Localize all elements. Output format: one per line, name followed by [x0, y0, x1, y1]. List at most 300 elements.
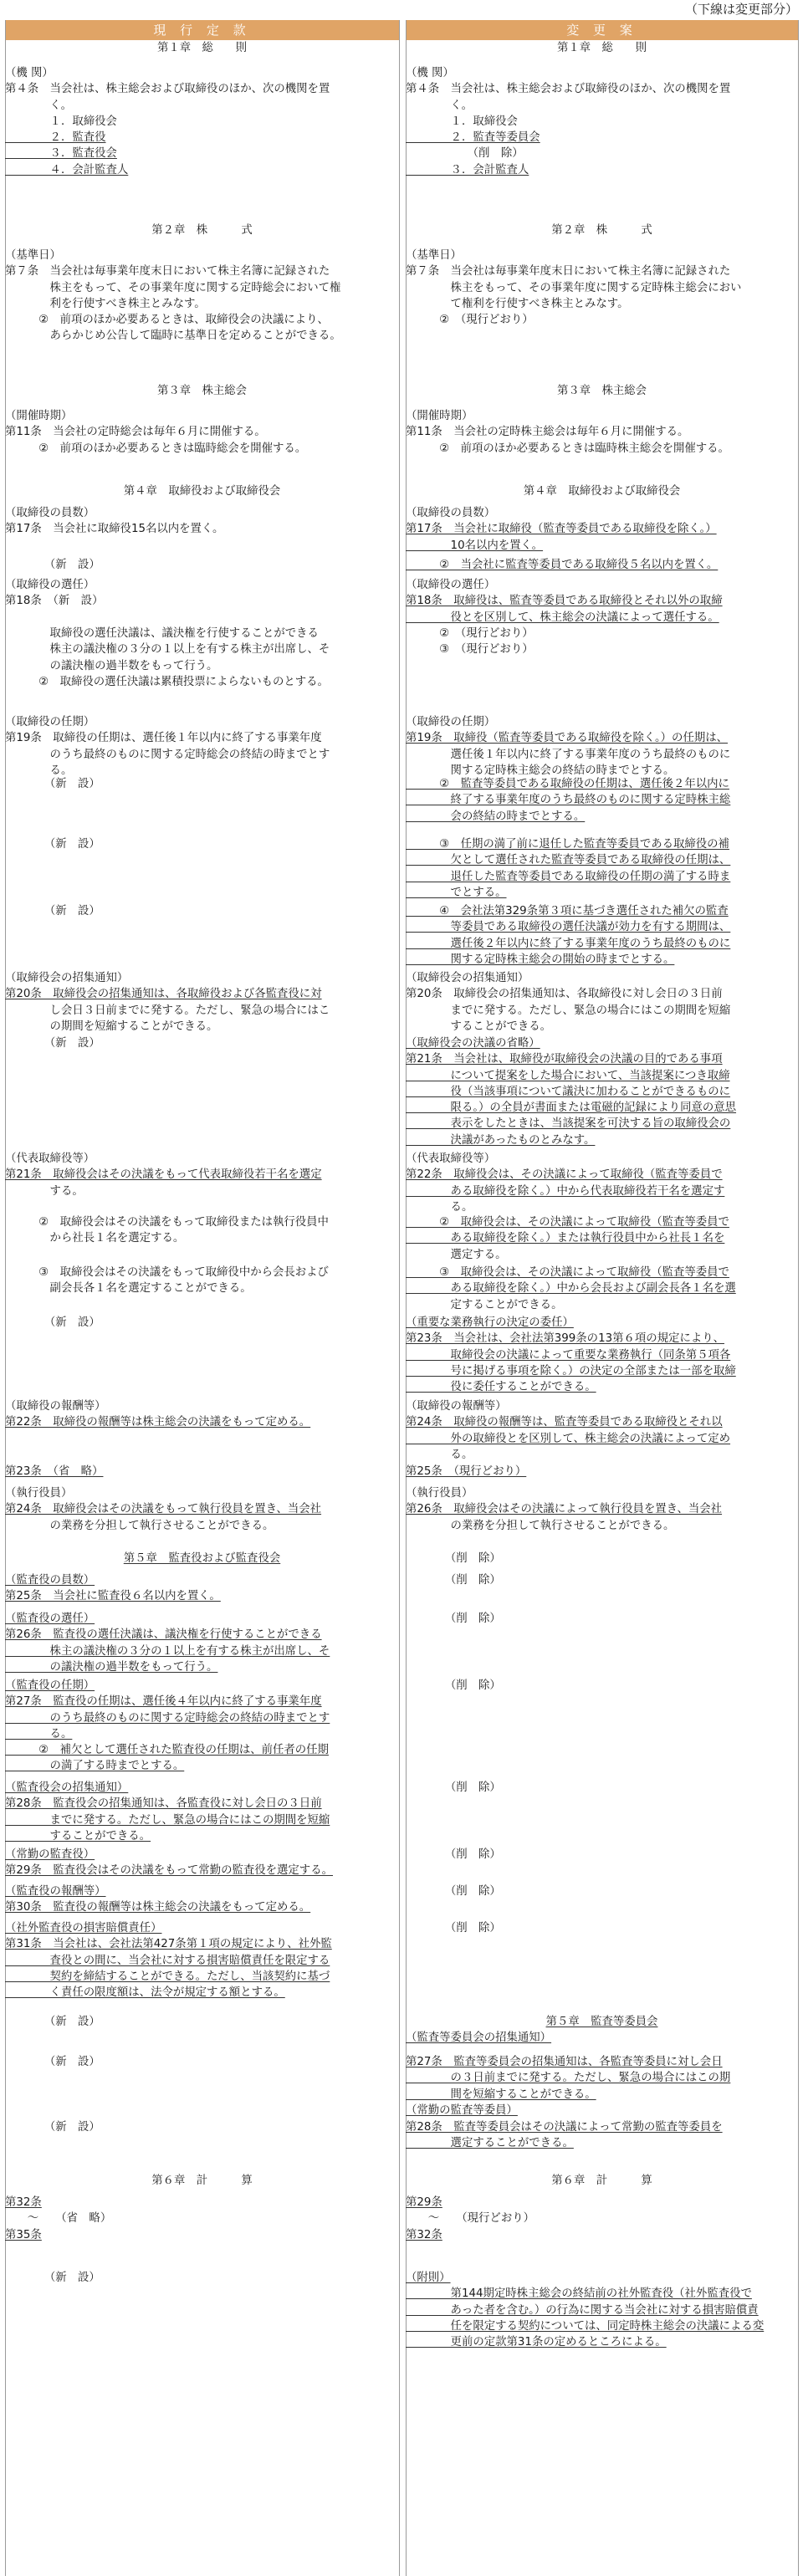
line-text: 利を行使すべき株主とみなす。	[5, 297, 206, 310]
line-text: （監査役会の招集通知）	[5, 1781, 129, 1794]
line-text: 第25条 当会社に監査役６名以内を置く。	[5, 1590, 221, 1603]
line-text: 役（当該事項について議決に加わることができるものに	[406, 1085, 731, 1098]
line-text: 第19条 取締役の任期は、選任後１年以内に終了する事業年度	[5, 732, 322, 745]
line-text: することができる。	[5, 1829, 151, 1843]
line-text: く。	[5, 99, 73, 112]
line-text: 第２章 株 式	[551, 224, 652, 237]
article-text-line	[406, 1347, 798, 1363]
article-text-line	[406, 577, 798, 593]
article-text-line	[5, 1315, 399, 1331]
line-text: （取締役の報酬等）	[5, 1400, 106, 1413]
line-text: 第31条 当会社は、会社法第427条第１項の規定により、社外監	[5, 1938, 332, 1951]
column-border	[399, 20, 400, 2576]
article-text-line	[406, 146, 798, 161]
chapter-heading	[5, 40, 399, 56]
chapter-heading	[406, 2014, 798, 2030]
article-text-line	[5, 1780, 399, 1796]
article-text-line	[406, 903, 798, 919]
article-text-line	[406, 919, 798, 935]
article-text-line	[5, 1151, 399, 1167]
proposed-article-block	[406, 2270, 798, 2350]
line-text: （開催時期）	[5, 410, 73, 422]
line-text: ② 監査等委員である取締役の任期は、選任後２年以内に	[406, 778, 729, 790]
line-text: 役とを区別して、株主総会の決議によって選任する。	[406, 611, 719, 624]
article-text-line	[406, 505, 798, 521]
line-text: 取締役会の決議によって重要な業務執行（同条第５項各	[406, 1348, 731, 1362]
line-text: （基準日）	[5, 249, 61, 262]
current-article-block	[5, 40, 399, 56]
line-text: 更前の定款第31条の定めるところによる。	[406, 2336, 667, 2349]
line-text: る。	[5, 1727, 73, 1740]
line-text: 第28条 監査役会の招集通知は、各監査役に対し会日の３日前	[5, 1797, 322, 1811]
article-text-line	[5, 1035, 399, 1051]
line-text: （監査役の報酬等）	[5, 1885, 106, 1898]
line-text: 第28条 監査等委員会はその決議によって常勤の監査等委員を	[406, 2121, 723, 2134]
proposed-article-block	[406, 1678, 798, 1694]
proposed-article-block	[406, 626, 798, 658]
line-text: 第４条 当会社は、株主総会および取締役のほか、次の機関を置	[5, 83, 330, 96]
proposed-article-block	[406, 577, 798, 626]
line-text: ② （現行どおり）	[406, 314, 534, 327]
line-text: 第１章 総 則	[556, 42, 647, 54]
article-text-line	[406, 263, 798, 279]
article-text-line	[5, 2270, 399, 2286]
article-text-line	[5, 1985, 399, 2001]
proposed-article-block	[406, 383, 798, 399]
line-text: 第３章 株主総会	[556, 385, 647, 397]
line-text: の３日前までに発する。ただし、緊急の場合にはこの期	[406, 2072, 731, 2085]
chapter-heading	[5, 383, 399, 399]
chapter-heading	[406, 40, 798, 56]
line-text: 欠として選任された監査等委員である取締役の任期は、	[406, 854, 731, 867]
line-text: ② 前項のほか必要あるときは臨時株主総会を開催する。	[406, 442, 729, 455]
line-text: 役に委任することができる。	[406, 1381, 596, 1394]
proposed-article-block	[406, 1572, 798, 1588]
line-text: （執行役員）	[406, 1487, 473, 1500]
article-text-line	[406, 1431, 798, 1447]
line-text: ３．監査役会	[5, 147, 117, 161]
proposed-article-block	[406, 1551, 798, 1567]
article-text-line	[406, 2303, 798, 2318]
line-text: 第22条 取締役の報酬等は株主総会の決議をもって定める。	[5, 1416, 311, 1429]
current-article-block	[5, 1315, 399, 1331]
line-text: することができる。	[406, 1020, 552, 1033]
article-text-line	[406, 747, 798, 763]
article-text-line	[406, 2103, 798, 2119]
line-text: （監査等委員会の招集通知）	[406, 2032, 552, 2045]
line-text: 表示をしたときは、当該提案を可決する旨の取締役会の	[406, 1117, 731, 1131]
article-text-line	[406, 1611, 798, 1627]
line-text: ④ 会社法第329条第３項に基づき選任された補欠の監査	[406, 905, 729, 917]
proposed-article-block	[406, 1883, 798, 1899]
current-article-block	[5, 248, 399, 345]
article-text-line	[5, 714, 399, 730]
proposed-article-block	[406, 1780, 798, 1796]
article-text-line	[5, 836, 399, 852]
article-text-line	[406, 2070, 798, 2086]
line-text: ２．監査等委員会	[406, 131, 540, 145]
article-text-line	[406, 1280, 798, 1296]
line-text: 第21条 当会社は、取締役が取締役会の決議の目的である事項	[406, 1053, 723, 1066]
line-text: ある取締役を除く。）中から会長および副会長各１名を選	[406, 1282, 736, 1296]
article-text-line	[5, 1019, 399, 1035]
article-text-line	[406, 1167, 798, 1183]
line-text: 第６章 計 算	[551, 2175, 652, 2187]
line-text: について提案をした場合において、当該提案につき取締	[406, 1069, 730, 1082]
article-text-line	[406, 1501, 798, 1517]
line-text: あった者を含む。）の行為に関する当会社に対する損害賠償責	[406, 2303, 759, 2317]
proposed-article-block	[406, 1847, 798, 1863]
proposed-article-block	[406, 1611, 798, 1627]
line-text: 第26条 監査役の選任決議は、議決権を行使することができる	[5, 1628, 322, 1642]
article-text-line	[5, 296, 399, 312]
line-text: （削 除）	[406, 1885, 501, 1898]
article-text-line	[406, 776, 798, 792]
line-text: 定することができる。	[406, 1298, 563, 1311]
proposed-article-block	[406, 1151, 798, 1215]
article-text-line	[5, 65, 399, 81]
article-text-line	[5, 674, 399, 690]
proposed-article-block	[406, 248, 798, 328]
line-text: のうち最終のものに関する定時総会の終結の時までとす	[5, 748, 330, 761]
line-text: （機 関）	[5, 67, 54, 79]
line-text: （取締役会の招集通知）	[406, 972, 529, 984]
current-article-block	[5, 65, 399, 178]
article-text-line	[5, 263, 399, 279]
line-text: 第４章 取締役および取締役会	[523, 485, 681, 498]
line-text: 第23条 当会社は、会社法第399条の13第６項の規定により、	[406, 1332, 725, 1346]
proposed-article-block	[406, 505, 798, 554]
proposed-article-block	[406, 776, 798, 825]
article-text-line	[5, 903, 399, 919]
article-text-line	[5, 730, 399, 746]
article-text-line	[5, 312, 399, 328]
article-text-line	[5, 248, 399, 263]
comparison-table	[0, 20, 803, 2576]
article-text-line	[406, 1678, 798, 1694]
proposed-article-block	[406, 1464, 798, 1480]
proposed-article-block	[406, 557, 798, 573]
article-text-line	[5, 114, 399, 130]
line-text: 号に掲げる事項を除く。）の決定の全部または一部を取締	[406, 1364, 736, 1377]
article-text-line	[5, 2211, 399, 2226]
current-article-block	[5, 1035, 399, 1051]
article-text-line	[406, 1019, 798, 1035]
line-text: （削 除）	[406, 1679, 501, 1692]
proposed-articles-column	[406, 40, 798, 2576]
article-text-line	[406, 1847, 798, 1863]
line-text: （取締役の選任）	[406, 579, 496, 591]
current-article-block	[5, 383, 399, 399]
line-text: ② （現行どおり）	[406, 627, 534, 640]
article-text-line	[5, 1643, 399, 1659]
line-text: （新 設）	[5, 559, 100, 571]
proposed-article-block	[406, 970, 798, 1035]
line-text: （削 除）	[406, 1613, 501, 1625]
article-text-line	[406, 986, 798, 1002]
proposed-article-block	[406, 2014, 798, 2047]
article-text-line	[5, 1953, 399, 1969]
line-text: ～ （省 略）	[5, 2212, 112, 2226]
article-text-line	[406, 1315, 798, 1331]
line-text: （代表取締役等）	[5, 1153, 95, 1165]
article-text-line	[406, 1068, 798, 1084]
article-text-line	[406, 1331, 798, 1347]
line-text: 第27条 監査等委員会の招集通知は、各監査等委員に対し会日	[406, 2056, 723, 2068]
chapter-heading	[5, 1551, 399, 1567]
article-text-line	[406, 1100, 798, 1116]
line-text: 10名以内を置く。	[406, 539, 544, 552]
line-text: 第144期定時株主総会の終結前の社外監査役（社外監査役で	[406, 2287, 752, 2301]
line-text: 限る。）の全員が書面または電磁的記録により同意の意思	[406, 1101, 737, 1115]
current-article-block	[5, 222, 399, 238]
underline-legend-note: （下線は変更部分）	[684, 2, 798, 17]
line-text: し会日３日前までに発する。ただし、緊急の場合にはこ	[5, 1004, 330, 1017]
article-text-line	[406, 557, 798, 573]
current-article-block	[5, 1265, 399, 1297]
line-text: 選定する。	[406, 1248, 507, 1261]
line-text: （削 除）	[406, 1781, 501, 1794]
line-text: 第20条 取締役会の招集通知は、各取締役および各監査役に対	[5, 988, 322, 1001]
line-text: 第26条 取締役会はその決議によって執行役員を置き、当会社	[406, 1503, 723, 1516]
article-text-line	[406, 114, 798, 130]
article-text-line	[406, 1518, 798, 1534]
article-text-line	[406, 1265, 798, 1280]
article-text-line	[5, 81, 399, 97]
article-text-line	[406, 792, 798, 808]
line-text: （新 設）	[5, 2016, 100, 2028]
line-text: （削 除）	[406, 147, 524, 161]
article-text-line	[406, 65, 798, 81]
line-text: ② 取締役の選任決議は累積投票によらないものとする。	[5, 675, 329, 688]
article-text-line	[5, 1863, 399, 1878]
article-text-line	[406, 1183, 798, 1199]
article-text-line	[406, 1572, 798, 1588]
line-text: 関する定時株主総会の終結の時までとする。	[406, 764, 675, 777]
article-text-line	[5, 557, 399, 573]
line-text: （重要な業務執行の決定の委任）	[406, 1316, 574, 1329]
line-text: までに発する。ただし、緊急の場合にはこの期間を短縮	[406, 1004, 731, 1017]
line-text: （取締役の任期）	[5, 716, 95, 728]
line-text: 契約を締結することができる。ただし、当該契約に基づ	[5, 1970, 330, 1983]
line-text: （開催時期）	[406, 410, 473, 422]
chapter-heading	[406, 222, 798, 238]
line-text: の期間を短縮することができる。	[5, 1020, 218, 1033]
article-text-line	[5, 1710, 399, 1726]
article-text-line	[406, 1003, 798, 1019]
article-text-line	[406, 1151, 798, 1167]
article-text-line	[5, 2054, 399, 2070]
article-text-line	[5, 1501, 399, 1517]
line-text: （取締役会の決議の省略）	[406, 1037, 540, 1050]
line-text: （削 除）	[406, 1922, 501, 1935]
article-text-line	[406, 1551, 798, 1567]
article-text-line	[406, 852, 798, 868]
article-text-line	[5, 1726, 399, 1742]
proposed-article-block	[406, 1214, 798, 1263]
current-articles-column	[5, 40, 399, 2576]
article-text-line	[406, 2211, 798, 2226]
line-text: から社長１名を選定する。	[5, 1232, 185, 1245]
proposed-article-block	[406, 2173, 798, 2189]
line-text: 等委員である取締役の選任決議が効力を有する期間は、	[406, 921, 731, 934]
line-text: 第29条 監査役会はその決議をもって常勤の監査役を選定する。	[5, 1864, 333, 1878]
current-article-block	[5, 2054, 399, 2070]
article-text-line	[5, 658, 399, 674]
line-text: ３．会計監査人	[406, 163, 529, 176]
article-text-line	[406, 2195, 798, 2211]
article-text-line	[5, 776, 399, 792]
article-text-line	[5, 162, 399, 178]
proposed-article-block	[406, 1035, 798, 1148]
article-text-line	[406, 2030, 798, 2046]
article-text-line	[406, 1398, 798, 1414]
proposed-articles-header: 変 更 案	[406, 20, 798, 40]
current-article-block	[5, 2173, 399, 2189]
line-text: （取締役の選任）	[5, 579, 95, 591]
line-text: （監査役の選任）	[5, 1613, 95, 1625]
article-text-line	[5, 1920, 399, 1936]
article-text-line	[406, 730, 798, 746]
article-text-line	[5, 577, 399, 593]
article-text-line	[5, 1899, 399, 1915]
article-text-line	[406, 610, 798, 626]
line-text: 第１章 総 則	[156, 42, 248, 54]
proposed-article-block	[406, 903, 798, 968]
line-text: （社外監査役の損害賠償責任）	[5, 1922, 162, 1935]
line-text: 第35条	[5, 2228, 42, 2241]
article-text-line	[5, 1398, 399, 1414]
chapter-heading	[5, 2173, 399, 2189]
current-article-block	[5, 505, 399, 538]
proposed-article-block	[406, 40, 798, 56]
article-text-line	[5, 1847, 399, 1863]
line-text: （常勤の監査等委員）	[406, 2103, 518, 2117]
line-text: 副会長各１名を選定することができる。	[5, 1282, 252, 1296]
article-text-line	[5, 2119, 399, 2135]
line-text: （機 関）	[406, 67, 454, 79]
line-text: の満了する時までとする。	[5, 1760, 185, 1773]
article-text-line	[5, 2227, 399, 2243]
current-article-block	[5, 1572, 399, 1605]
article-text-line	[406, 2087, 798, 2103]
proposed-article-block	[406, 1920, 798, 1936]
article-text-line	[5, 146, 399, 161]
article-text-line	[5, 1265, 399, 1280]
current-article-block	[5, 1883, 399, 1916]
line-text: 第21条 取締役会はその決議をもって代表取締役若干名を選定	[5, 1168, 322, 1182]
line-text: ２．監査役	[5, 131, 106, 145]
article-text-line	[5, 1485, 399, 1501]
article-text-line	[5, 408, 399, 424]
article-text-line	[5, 1518, 399, 1534]
article-text-line	[406, 714, 798, 730]
article-text-line	[406, 408, 798, 424]
article-text-line	[5, 424, 399, 440]
line-text: までに発する。ただし、緊急の場合にはこの期間を短縮	[5, 1813, 330, 1827]
line-text: 第３章 株主総会	[156, 385, 248, 397]
line-text: でとする。	[406, 886, 507, 899]
article-text-line	[5, 1230, 399, 1246]
article-text-line	[5, 328, 399, 344]
line-text: 第７条 当会社は毎事業年度末日において株主名簿に記録された	[5, 265, 330, 279]
line-text: 第11条 当会社の定時総会は毎年６月に開催する。	[5, 426, 266, 439]
current-article-block	[5, 483, 399, 499]
current-article-block	[5, 1464, 399, 1480]
line-text: 選定することができる。	[406, 2137, 574, 2150]
proposed-article-block	[406, 483, 798, 499]
line-text: 第５章 監査等委員会	[545, 2016, 658, 2028]
article-text-line	[5, 1742, 399, 1758]
line-text: 第20条 取締役会の招集通知は、各取締役に対し会日の３日前	[406, 988, 723, 1001]
article-text-line	[406, 1116, 798, 1132]
proposed-article-block	[406, 2054, 798, 2119]
line-text: ② 当会社に監査等委員である取締役５名以内を置く。	[406, 559, 719, 571]
article-text-line	[406, 952, 798, 968]
article-text-line	[406, 1132, 798, 1148]
article-text-line	[406, 593, 798, 609]
article-text-line	[406, 280, 798, 296]
article-text-line	[5, 1678, 399, 1694]
line-text: 第11条 当会社の定時株主総会は毎年６月に開催する。	[406, 426, 689, 439]
line-text: （代表取締役等）	[406, 1153, 496, 1165]
article-text-line	[406, 1379, 798, 1395]
article-text-line	[5, 521, 399, 537]
line-text: （削 除）	[406, 1574, 501, 1587]
article-text-line	[406, 1363, 798, 1379]
line-text: ② 補欠として選任された監査役の任期は、前任者の任期	[5, 1744, 329, 1757]
line-text: 第18条 （新 設）	[5, 595, 104, 608]
article-text-line	[5, 280, 399, 296]
line-text: 第22条 取締役会は、その決議によって取締役（監査等委員で	[406, 1168, 723, 1182]
article-text-line	[406, 970, 798, 986]
chapter-heading	[5, 483, 399, 499]
line-text: （新 設）	[5, 838, 100, 851]
article-text-line	[406, 98, 798, 114]
line-text: （附則）	[406, 2272, 451, 2284]
article-text-line	[5, 1659, 399, 1675]
line-text: の業務を分担して執行させることができる。	[406, 1519, 675, 1532]
line-text: （取締役会の招集通知）	[5, 972, 129, 984]
article-text-line	[406, 130, 798, 146]
current-article-block	[5, 2119, 399, 2135]
line-text: （執行役員）	[5, 1487, 73, 1500]
line-text: （新 設）	[5, 1316, 100, 1329]
article-text-line	[406, 424, 798, 440]
line-text: 第24条 取締役の報酬等は、監査等委員である取締役とそれ以	[406, 1416, 723, 1429]
line-text: る。	[5, 764, 73, 777]
proposed-article-block	[406, 2195, 798, 2243]
proposed-article-block	[406, 836, 798, 901]
article-text-line	[5, 1969, 399, 1985]
article-text-line	[5, 1588, 399, 1604]
article-text-line	[406, 809, 798, 825]
current-article-block	[5, 1214, 399, 1247]
current-article-block	[5, 1551, 399, 1567]
line-text: あらかじめ公告して臨時に基準日を定めることができる。	[5, 330, 341, 343]
line-text: ② 前項のほか必要あるときは臨時総会を開催する。	[5, 442, 307, 455]
line-text: 第４条 当会社は、株主総会および取締役のほか、次の機関を置	[406, 83, 731, 96]
article-text-line	[406, 162, 798, 178]
line-text: る。	[406, 1448, 473, 1461]
line-text: 第32条	[406, 2228, 442, 2241]
line-text: する。	[5, 1184, 84, 1198]
article-text-line	[406, 1084, 798, 1100]
article-text-line	[406, 1414, 798, 1430]
chapter-heading	[406, 483, 798, 499]
line-text: 第６章 計 算	[151, 2175, 253, 2187]
article-text-line	[5, 98, 399, 114]
